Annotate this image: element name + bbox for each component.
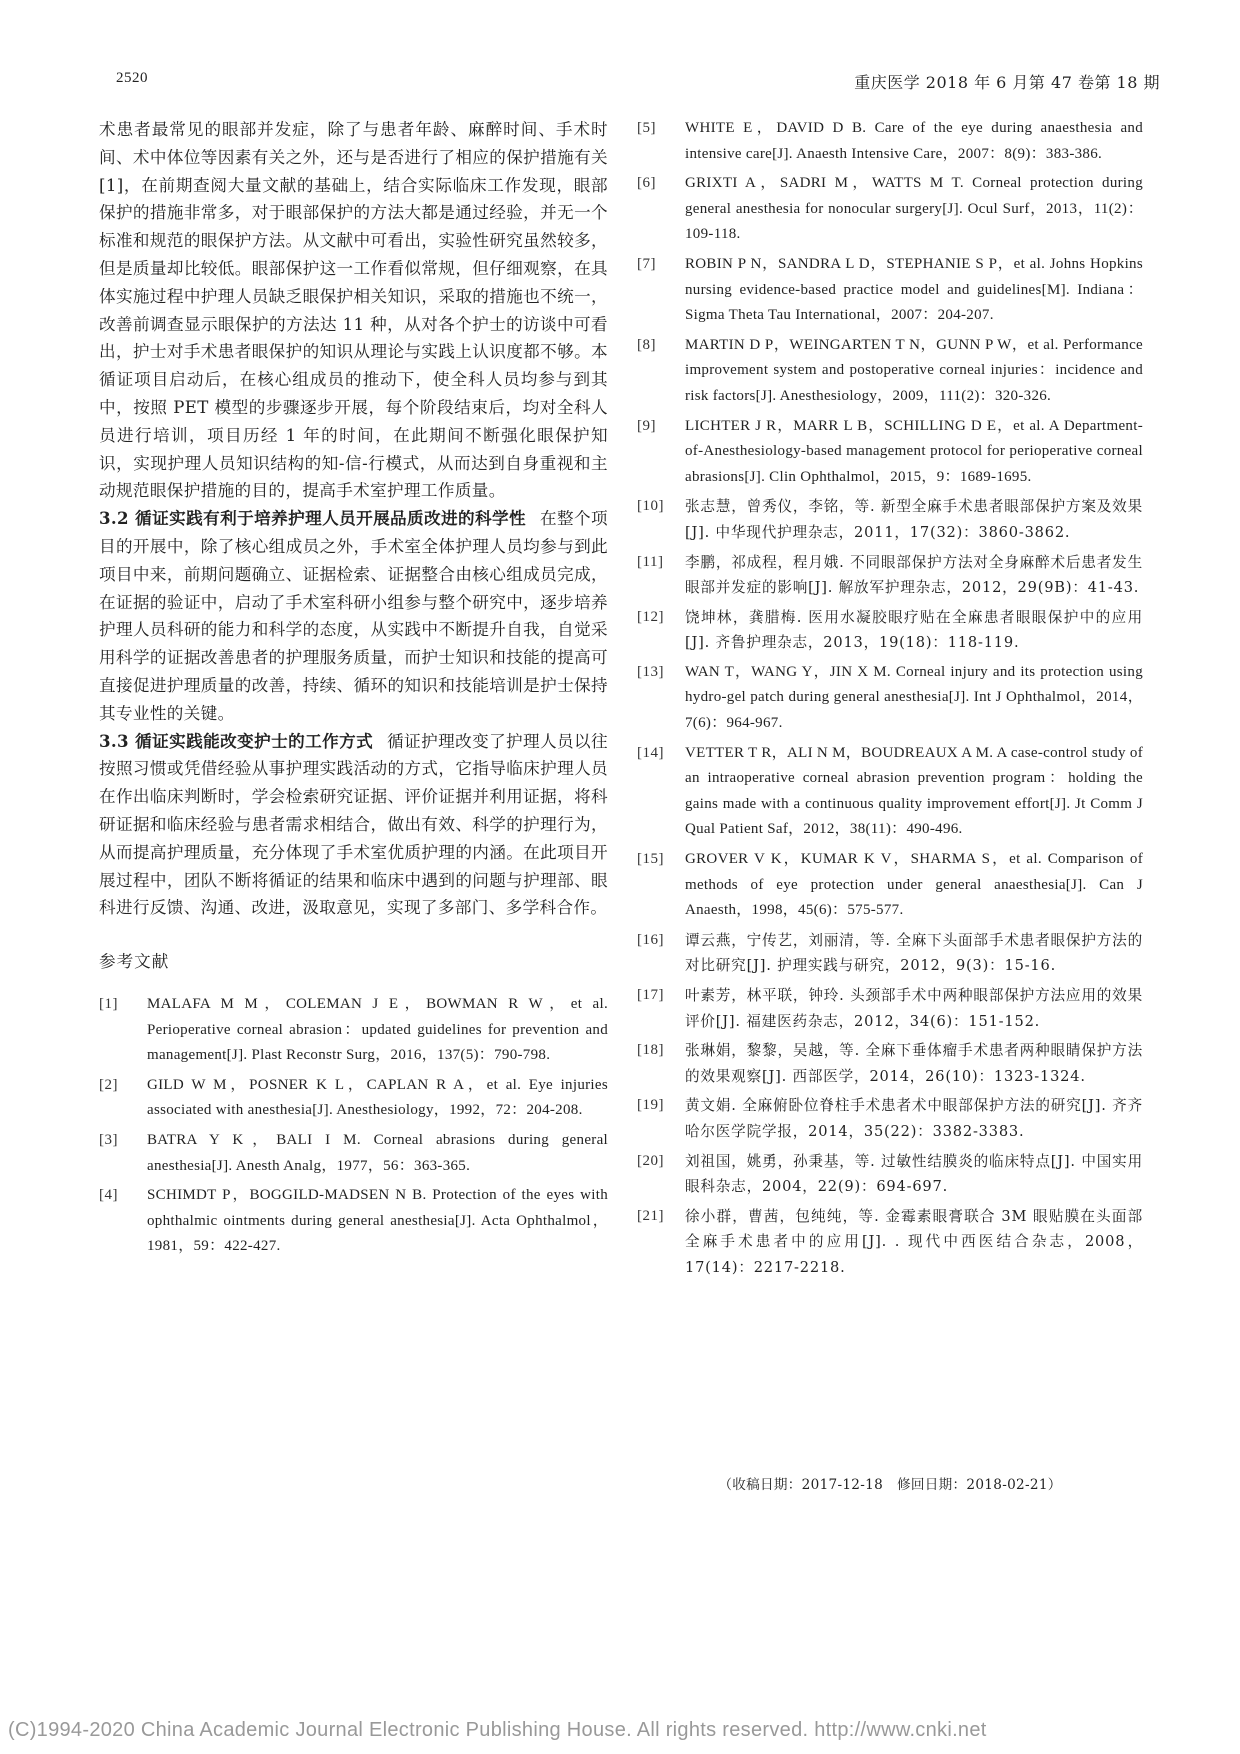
reference-number: [3]	[99, 1132, 118, 1149]
reference-item	[637, 928, 1143, 979]
reference-text: WAN T，WANG Y，JIN X M. Corneal injury and its protection using hydro-gel patch during general anesthesia[J]. Int J Ophthalmol，2014，7(6)：964-967.	[685, 663, 1143, 732]
reference-number: [17]	[637, 987, 664, 1003]
reference-number: [11]	[637, 553, 664, 570]
reference-text: GILD W M，POSNER K L，CAPLAN R A，et al. Eye injuries associated with anesthesia[J]. Anesthesiology，1992，72：204-208.	[147, 1076, 608, 1119]
reference-number: [2]	[99, 1076, 118, 1093]
reference-number: [6]	[637, 175, 656, 192]
reference-number: [21]	[637, 1207, 664, 1224]
section-body: 循证护理改变了护理人员以往按照习惯或凭借经验从事护理实践活动的方式，它指导临床护理人员在作出临床判断时，学会检索研究证据、评价证据并利用证据，将科研证据和临床经验与患者需求相结合，做出有效、科学的护理行为，从而提高护理质量，充分体现了手术室优质护理的内涵。在此项目开展过程中，团队不断将循证的结果和临床中遇到的问题与护理部、眼科进行反馈、沟通、改进，汲取意见，实现了多部门、多学科合作。	[99, 731, 608, 918]
reference-text: 黄文娟. 全麻俯卧位脊柱手术患者术中眼部保护方法的研究[J]. 齐齐哈尔医学院学报，2014，35(22)：3382-3383.	[685, 1097, 1143, 1140]
reference-text: 刘祖国，姚勇，孙秉基，等. 过敏性结膜炎的临床特点[J]. 中国实用眼科杂志，2004，22(9)：694-697.	[685, 1152, 1143, 1196]
reference-number: [16]	[637, 931, 664, 948]
section-heading: 3.2 循证实践有利于培养护理人员开展品质改进的科学性	[99, 508, 527, 529]
reference-number: [18]	[637, 1042, 664, 1059]
reference-item	[637, 550, 1143, 601]
reference-text: 张志慧，曾秀仪，李铭，等. 新型全麻手术患者眼部保护方案及效果[J]. 中华现代护理杂志，2011，17(32)：3860-3862.	[685, 498, 1143, 541]
reference-text: SCHIMDT P，BOGGILD-MADSEN N B. Protection of the eyes with ophthalmic ointments during general anesthesia[J]. Acta Ophthalmol，1981，59：422-427.	[147, 1187, 608, 1255]
reference-number: [19]	[637, 1097, 664, 1114]
reference-number: [8]	[637, 336, 656, 353]
reference-text: 谭云燕，宁传艺，刘丽清，等. 全麻下头面部手术患者眼保护方法的对比研究[J]. 护理实践与研究，2012，9(3)：15-16.	[685, 931, 1143, 975]
section-3-3	[99, 728, 608, 923]
reference-item	[637, 605, 1143, 656]
reference-item	[99, 1183, 608, 1260]
reference-item	[99, 1073, 608, 1124]
reference-number: [20]	[637, 1152, 664, 1169]
reference-number: [14]	[637, 744, 664, 761]
reference-item	[637, 847, 1143, 924]
reference-item	[637, 741, 1143, 843]
reference-text: VETTER T R，ALI N M，BOUDREAUX A M. A case-control study of an intraoperative corneal abrasion prevention program：holding the gains made with a continuous quality improvement effort[J]. Jt Comm J Qual Patient Saf，2012，38(11)：490-496.	[685, 744, 1143, 838]
reference-text: MALAFA M M，COLEMAN J E，BOWMAN R W，et al. Perioperative corneal abrasion：updated guidelines for prevention and management[J]. Plast Reconstr Surg，2016，137(5)：790-798.	[147, 996, 608, 1064]
reference-number: [10]	[637, 498, 664, 515]
reference-item	[637, 1149, 1143, 1200]
reference-item	[637, 660, 1143, 737]
left-column	[99, 116, 608, 1264]
references-title: 参考文献	[99, 952, 170, 972]
section-heading: 3.3 循证实践能改变护士的工作方式	[99, 730, 374, 751]
reference-number: [15]	[637, 851, 664, 868]
reference-text: 李鹏，祁成程，程月娥. 不同眼部保护方法对全身麻醉术后患者发生眼部并发症的影响[J]. 解放军护理杂志，2012，29(9B)：41-43.	[685, 553, 1143, 597]
reference-number: [5]	[637, 120, 656, 136]
reference-text: 张琳娟，黎黎，吴越，等. 全麻下垂体瘤手术患者两种眼睛保护方法的效果观察[J]. 西部医学，2014，26(10)：1323-1324.	[685, 1042, 1143, 1085]
reference-text: 徐小群，曹茜，包纯纯，等. 金霉素眼膏联合 3M 眼贴膜在头面部全麻手术患者中的应用[J]. . 现代中西医结合杂志，2008，17(14)：2217-2218.	[685, 1207, 1143, 1276]
reference-item	[637, 494, 1143, 545]
reference-text: GRIXTI A，SADRI M，WATTS M T. Corneal protection during general anesthesia for nonocular surgery[J]. Ocul Surf，2013，11(2)：109-118.	[685, 175, 1143, 243]
right-column	[637, 116, 1143, 1493]
body-paragraph: 术患者最常见的眼部并发症，除了与患者年龄、麻醉时间、手术时间、术中体位等因素有关之外，还与是否进行了相应的保护措施有关[1]，在前期查阅大量文献的基础上，结合实际临床工作发现，眼部保护的措施非常多，对于眼部保护的方法大都是通过经验，并无一个标准和规范的眼保护方法。从文献中可看出，实验性研究虽然较多，但是质量却比较低。眼部保护这一工作看似常规，但仔细观察，在具体实施过程中护理人员缺乏眼保护相关知识，采取的措施也不统一，改善前调查显示眼保护的方法达 11 种，从对各个护士的访谈中可看出，护士对手术患者眼保护的知识从理论与实践上认识度都不够。本循证项目启动后，在核心组成员的推动下，使全科人员均参与到其中，按照 PET 模型的步骤逐步开展，每个阶段结束后，均对全科人员进行培训，项目历经 1 年的时间，在此期间不断强化眼保护知识，实现护理人员知识结构的知-信-行模式，从而达到自身重视和主动规范眼保护措施的目的，提高手术室护理工作质量。	[99, 120, 608, 501]
reference-item	[637, 116, 1143, 167]
reference-item	[99, 1128, 608, 1179]
reference-text: MARTIN D P，WEINGARTEN T N，GUNN P W，et al. Performance improvement system and postoperative corneal injuries：incidence and risk factors[J]. Anesthesiology，2009，111(2)：320-326.	[685, 336, 1143, 404]
reference-list-left	[99, 992, 608, 1260]
reference-item	[637, 333, 1143, 410]
reference-number: [1]	[99, 996, 118, 1013]
section-body: 在整个项目的开展中，除了核心组成员之外，手术室全体护理人员均参与到此项目中来，前期问题确立、证据检索、证据整合由核心组成员完成，在证据的验证中，启动了手术室科研小组参与整个研究中，逐步培养护理人员科研的能力和科学的态度，从实践中不断提升自我，自觉采用科学的证据改善患者的护理服务质量，而护士知识和技能的提高可直接促进护理质量的改善，持续、循环的知识和技能培训是护士保持其专业性的关键。	[99, 509, 608, 723]
reference-text: BATRA Y K，BALI I M. Corneal abrasions during general anesthesia[J]. Anesth Analg，1977，56：363-365.	[147, 1132, 608, 1174]
reference-text: ROBIN P N，SANDRA L D，STEPHANIE S P，et al. Johns Hopkins nursing evidence-based practice model and guidelines[M]. Indiana：Sigma Theta Tau International，2007：204-207.	[685, 255, 1143, 324]
reference-item	[637, 252, 1143, 329]
reference-number: [4]	[99, 1187, 118, 1204]
reference-list-right	[637, 116, 1143, 1281]
reference-text: 饶坤林，龚腊梅. 医用水凝胶眼疗贴在全麻患者眼眼保护中的应用[J]. 齐鲁护理杂志，2013，19(18)：118-119.	[685, 608, 1143, 652]
reference-item	[637, 1038, 1143, 1089]
reference-item	[637, 1093, 1143, 1144]
copyright-footer: (C)1994-2020 China Academic Journal Electronic Publishing House. All rights reserved. http://www.cnki.net	[8, 1719, 987, 1741]
reference-item	[637, 1204, 1143, 1281]
reference-number: [7]	[637, 255, 656, 272]
page-number: 2520	[116, 70, 148, 86]
reference-text: 叶素芳，林平联，钟玲. 头颈部手术中两种眼部保护方法应用的效果评价[J]. 福建医药杂志，2012，34(6)：151-152.	[685, 987, 1143, 1030]
reference-item	[637, 983, 1143, 1034]
journal-header: 重庆医学 2018 年 6 月第 47 卷第 18 期	[854, 73, 1160, 92]
section-3-2	[99, 505, 608, 727]
reference-text: GROVER V K，KUMAR K V，SHARMA S，et al. Comparison of methods of eye protection under general anaesthesia[J]. Can J Anaesth，1998，45(6)：575-577.	[685, 851, 1143, 919]
reference-text: WHITE E，DAVID D B. Care of the eye during anaesthesia and intensive care[J]. Anaesth Intensive Care，2007：8(9)：383-386.	[685, 120, 1143, 162]
reference-number: [12]	[637, 608, 664, 625]
reference-number: [13]	[637, 663, 664, 680]
reference-item	[99, 992, 608, 1069]
received-revised-dates: （收稿日期：2017-12-18 修回日期：2018-02-21）	[718, 1477, 1062, 1493]
reference-item	[637, 414, 1143, 491]
reference-text: LICHTER J R，MARR L B，SCHILLING D E，et al. A Department-of-Anesthesiology-based management protocol for perioperative corneal abrasions[J]. Clin Ophthalmol，2015，9：1689-1695.	[685, 417, 1143, 485]
reference-number: [9]	[637, 417, 656, 434]
reference-item	[637, 171, 1143, 248]
